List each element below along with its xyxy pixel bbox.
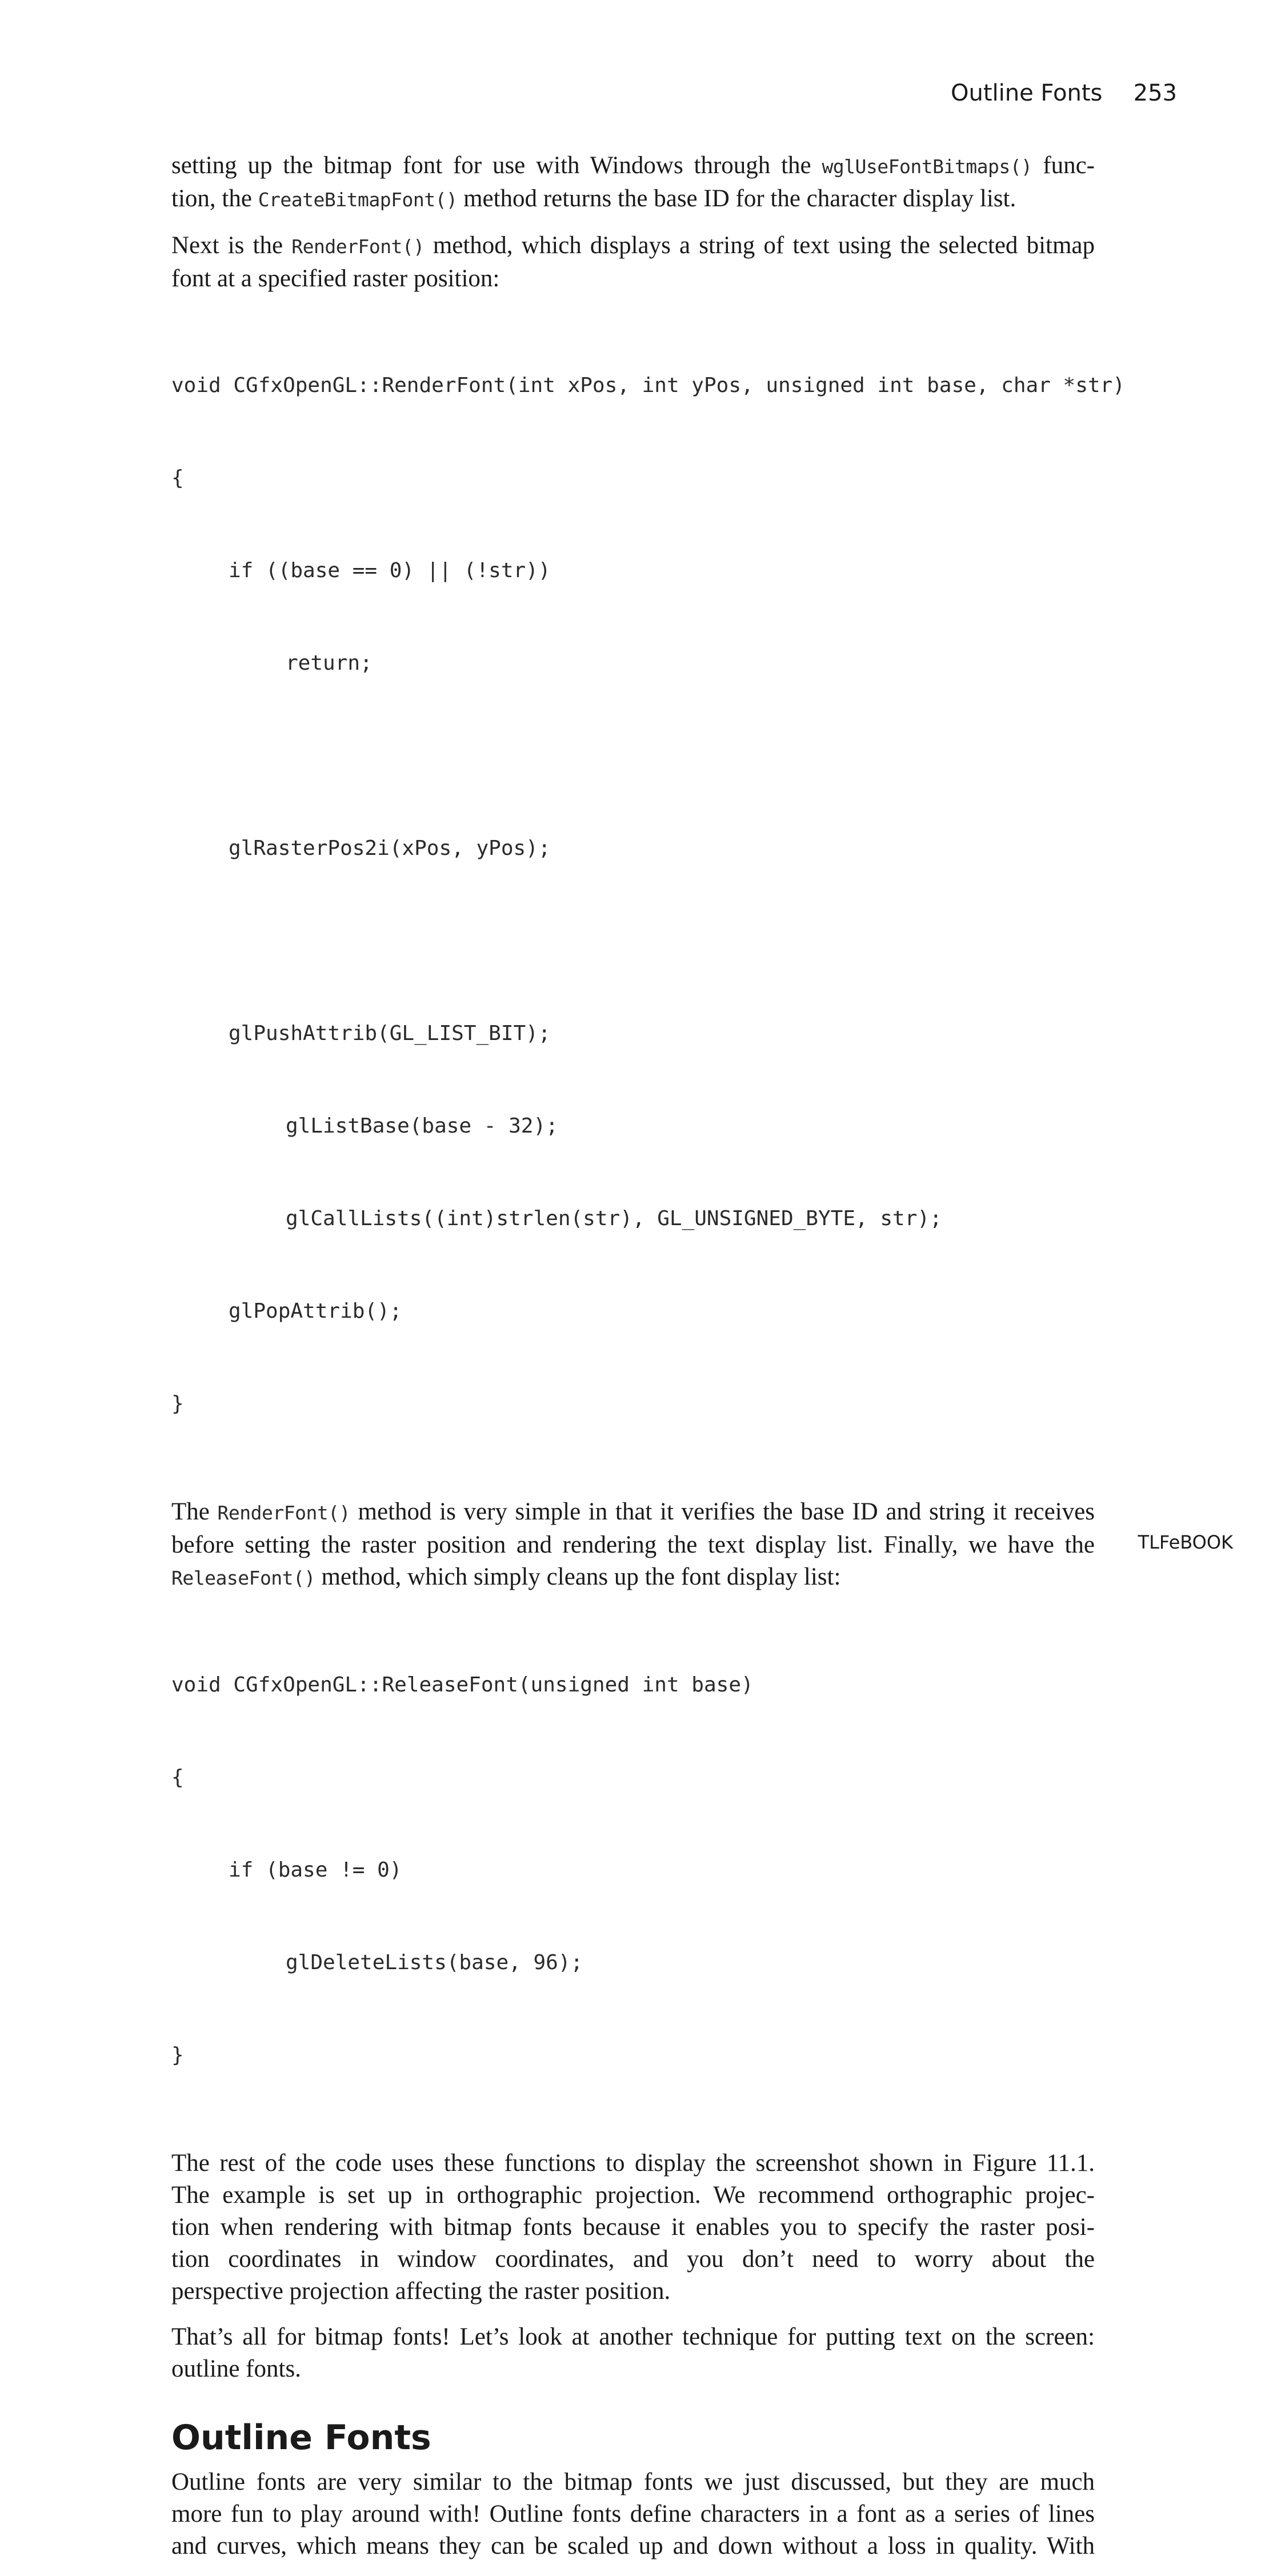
page-body [171,150,1125,2576]
inline-code: RenderFont() [291,235,425,258]
text-line: and curves, which means they can be scaled up and down without a loss in quality. With [171,2533,1095,2559]
text-line [171,183,1095,216]
code-line: glRasterPos2i(xPos, yPos); [229,837,551,860]
text-line [171,230,1095,263]
text-run: The [171,1498,218,1525]
inline-code: ReleaseFont() [171,1567,315,1589]
footer-watermark: TLFeBOOK [1138,1531,1233,1553]
code-line: glPushAttrib(GL_LIST_BIT); [229,1022,551,1045]
text-run: method, which simply cleans up the font display list: [315,1563,841,1590]
paragraph-bitmap-wrapup [171,2321,1095,2385]
text-line: That’s all for bitmap fonts! Let’s look at another technique for putting text on the screen: [171,2323,1095,2350]
text-line [171,1561,1095,1594]
code-line: } [171,1392,184,1415]
code-line: void CGfxOpenGL::RenderFont(int xPos, int yPos, unsigned int base, char *str) [171,374,1125,397]
text-run: method is very simple in that it verifies the base ID and string it receives [350,1498,1095,1525]
code-line: glDeleteLists(base, 96); [286,1951,583,1974]
code-line: if ((base == 0) || (!str)) [229,559,551,582]
running-head-title: Outline Fonts [951,80,1103,106]
text-run: method returns the base ID for the character display list. [457,185,1016,212]
section-heading: Outline Fonts [171,2418,431,2458]
code-line: { [171,466,184,490]
text-run: func- [1032,152,1095,179]
page-number: 253 [1133,80,1177,106]
text-line: font at a specified raster position: [171,265,500,292]
text-run: tion, the [171,185,258,212]
code-block-render-font [171,309,1125,1481]
text-line: Outline fonts are very similar to the bitmap fonts we just discussed, but they are much [171,2469,1095,2495]
paragraph-render-font-explained [171,1496,1095,1594]
code-line [171,926,1095,957]
text-run: Next is the [171,232,292,259]
inline-code: RenderFont() [217,1502,350,1524]
text-run: method, which displays a string of text using the selected bitmap [424,232,1095,259]
paragraph-bitmap-setup [171,150,1095,216]
text-run: setting up the bitmap font for use with Windows through the [171,152,822,179]
code-line: glListBase(base - 32); [286,1114,558,1138]
inline-code: wglUseFontBitmaps() [822,155,1032,178]
inline-code: CreateBitmapFont() [258,189,458,211]
text-line: The rest of the code uses these functions to display the screenshot shown in Figure 11.1. [171,2150,1095,2177]
code-line: void CGfxOpenGL::ReleaseFont(unsigned int base) [171,1673,754,1697]
code-line: { [171,1766,184,1789]
code-line: } [171,2043,184,2067]
code-line [171,741,1095,771]
text-line: tion when rendering with bitmap fonts because it enables you to specify the raster posi- [171,2214,1095,2241]
text-line: tion coordinates in window coordinates, and you don’t need to worry about the [171,2246,1095,2273]
code-block-release-font [171,1608,1095,2133]
code-line: glPopAttrib(); [229,1299,402,1323]
text-line [171,150,1095,183]
text-line: before setting the raster position and rendering the text display list. Finally, we have the [171,1531,1095,1558]
text-line: perspective projection affecting the raster position. [171,2278,671,2305]
code-line: glCallLists((int)strlen(str), GL_UNSIGNED_BYTE, str); [286,1207,942,1230]
paragraph-outline-fonts-intro [171,2466,1095,2562]
paragraph-orthographic [171,2147,1095,2307]
text-line [171,1496,1095,1529]
paragraph-render-font-intro [171,230,1095,295]
text-line: outline fonts. [171,2355,301,2382]
text-line: more fun to play around with! Outline fonts define characters in a font as a series of lines [171,2501,1095,2527]
code-line: if (base != 0) [229,1858,402,1882]
code-line: return; [286,651,373,675]
text-line: The example is set up in orthographic projection. We recommend orthographic projec- [171,2182,1095,2209]
